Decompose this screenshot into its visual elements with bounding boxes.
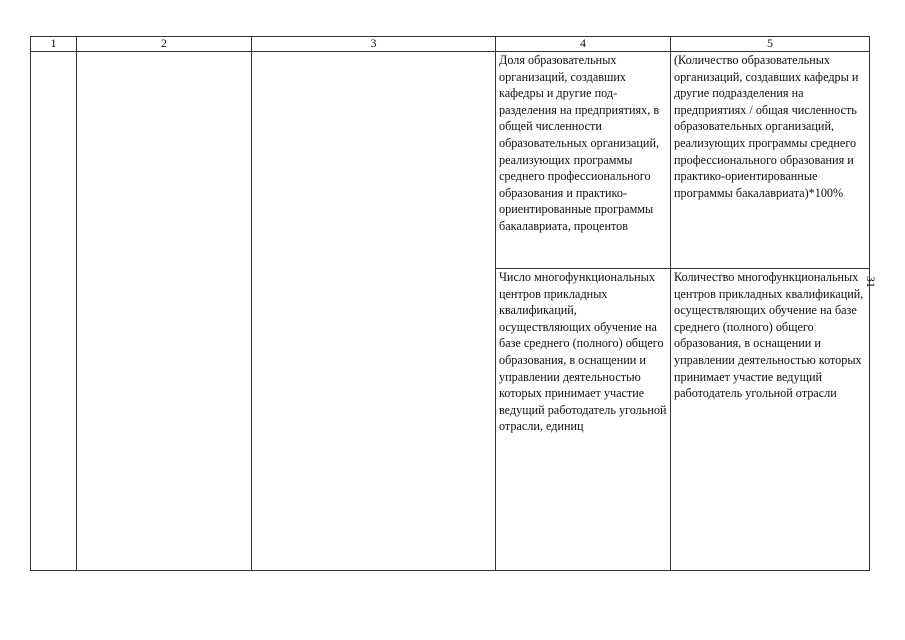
indicator-formula-cell: [671, 52, 870, 269]
header-col-2: 2: [77, 37, 252, 52]
header-col-1: 1: [31, 37, 77, 52]
header-col-4: 4: [496, 37, 671, 52]
cell-col-1: [31, 52, 77, 571]
empty-cell: [671, 435, 870, 571]
indicator-formula-text: Количество многофункциональных центров прикладных квалификаций, осуществляющих обучение на базе среднего (полного) общего образования, в оснащении и управлении деятельностью которых принимает участие ведущий работодатель угольной отрасли: [674, 270, 864, 401]
indicator-name-text: Число многофункциональных центров прикладных квалификаций, осуществляющих обучение на базе среднего (полного) общего образования, в оснащении и управлении деятельностью которых принимает участие ведущий работодатель угольной отрасли, единиц: [499, 270, 667, 434]
table-row: [31, 52, 870, 269]
indicator-name-cell: [496, 52, 671, 269]
page-number: 31: [864, 276, 878, 288]
indicator-formula-text: (Количество образовательных организаций, создавших кафедры и другие подразделения на предприятиях / общая численность образовательных организаций, реализующих программы среднего профессионального образования и практико-ориентированные программы бакалавриата)*100%: [674, 53, 859, 200]
indicator-name-cell: [496, 269, 671, 435]
cell-col-2: [77, 52, 252, 571]
cell-col-3: [252, 52, 496, 571]
header-row: [31, 37, 870, 52]
document-table: [30, 36, 870, 571]
indicator-name-text: Доля образовательных организаций, создавших кафедры и другие подразделения на предприятиях, в общей численности образовательных организаций, реализующих программы среднего профессионального образования и практико-ориентированные программы бакалавриата, процентов: [499, 53, 660, 233]
header-col-3: 3: [252, 37, 496, 52]
header-col-5: 5: [671, 37, 870, 52]
indicator-formula-cell: [671, 269, 870, 435]
empty-cell: [496, 435, 671, 571]
